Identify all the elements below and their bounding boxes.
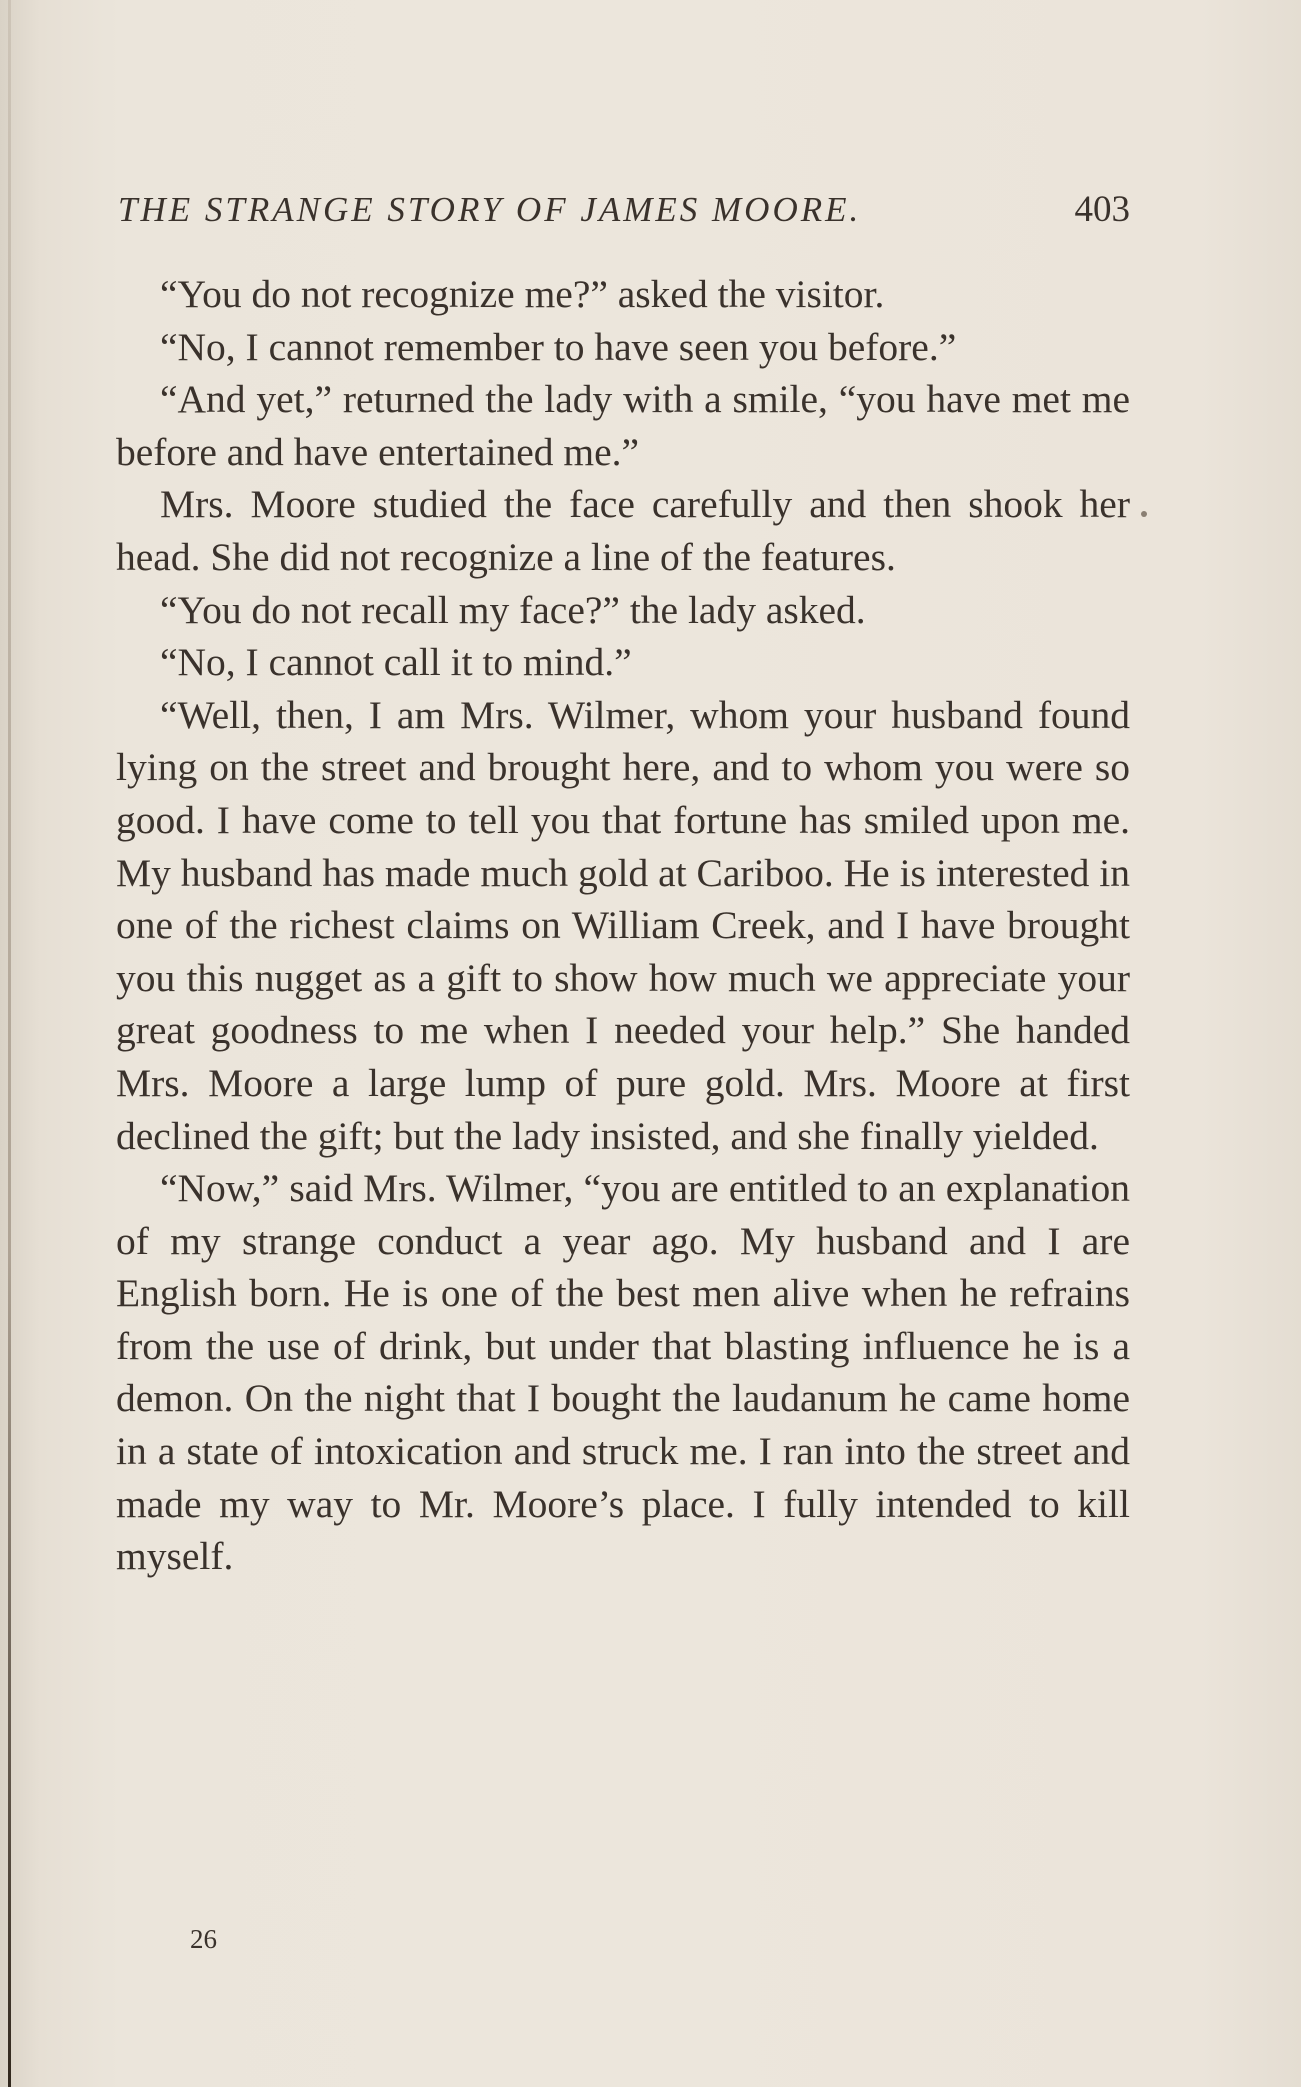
paragraph: Mrs. Moore studied the face carefully and then shook her head. She did not recognize a line of the features. xyxy=(116,482,1130,579)
paper-speck xyxy=(1141,511,1147,517)
paragraph: “No, I cannot call it to mind.” xyxy=(160,640,632,685)
body-text xyxy=(116,268,1130,1583)
signature-mark: 26 xyxy=(190,1924,217,1954)
running-head xyxy=(118,180,1130,240)
paragraph: “You do not recall my face?” the lady asked. xyxy=(160,587,866,632)
paragraph: “Well, then, I am Mrs. Wilmer, whom your husband found lying on the street and brought here, and to whom you were so good. I have come to tell you that fortune has smiled upon me. My husband has made much gold at Cariboo. He is interested in one of the richest claims on William Creek, and I have brought you this nugget as a gift to show how much we appreciate your great goodness to me when I needed your help.” She handed Mrs. Moore a large lump of pure gold. Mrs. Moore at first declined the gift; but the lady insisted, and she finally yielded. xyxy=(116,692,1130,1158)
paragraph: “You do not recognize me?” asked the visitor. xyxy=(160,272,885,316)
paragraph: “And yet,” returned the lady with a smile, “you have met me before and have entertained me.” xyxy=(116,377,1130,474)
binding-gutter xyxy=(8,0,11,2087)
paragraph: “No, I cannot remember to have seen you before.” xyxy=(160,324,957,369)
running-title: THE STRANGE STORY OF JAMES MOORE. xyxy=(118,190,862,229)
page-number: 403 xyxy=(1074,189,1130,230)
paragraph: “Now,” said Mrs. Wilmer, “you are entitled to an explanation of my strange conduct a year ago. My husband and I are English born. He is one of the best men alive when he refrains from the use of drink, but under that blasting influence he is a demon. On the night that I bought the laudanum he came home in a state of intoxication and struck me. I ran into the street and made my way to Mr. Moore’s place. I fully intended to kill myself. xyxy=(116,1166,1130,1579)
